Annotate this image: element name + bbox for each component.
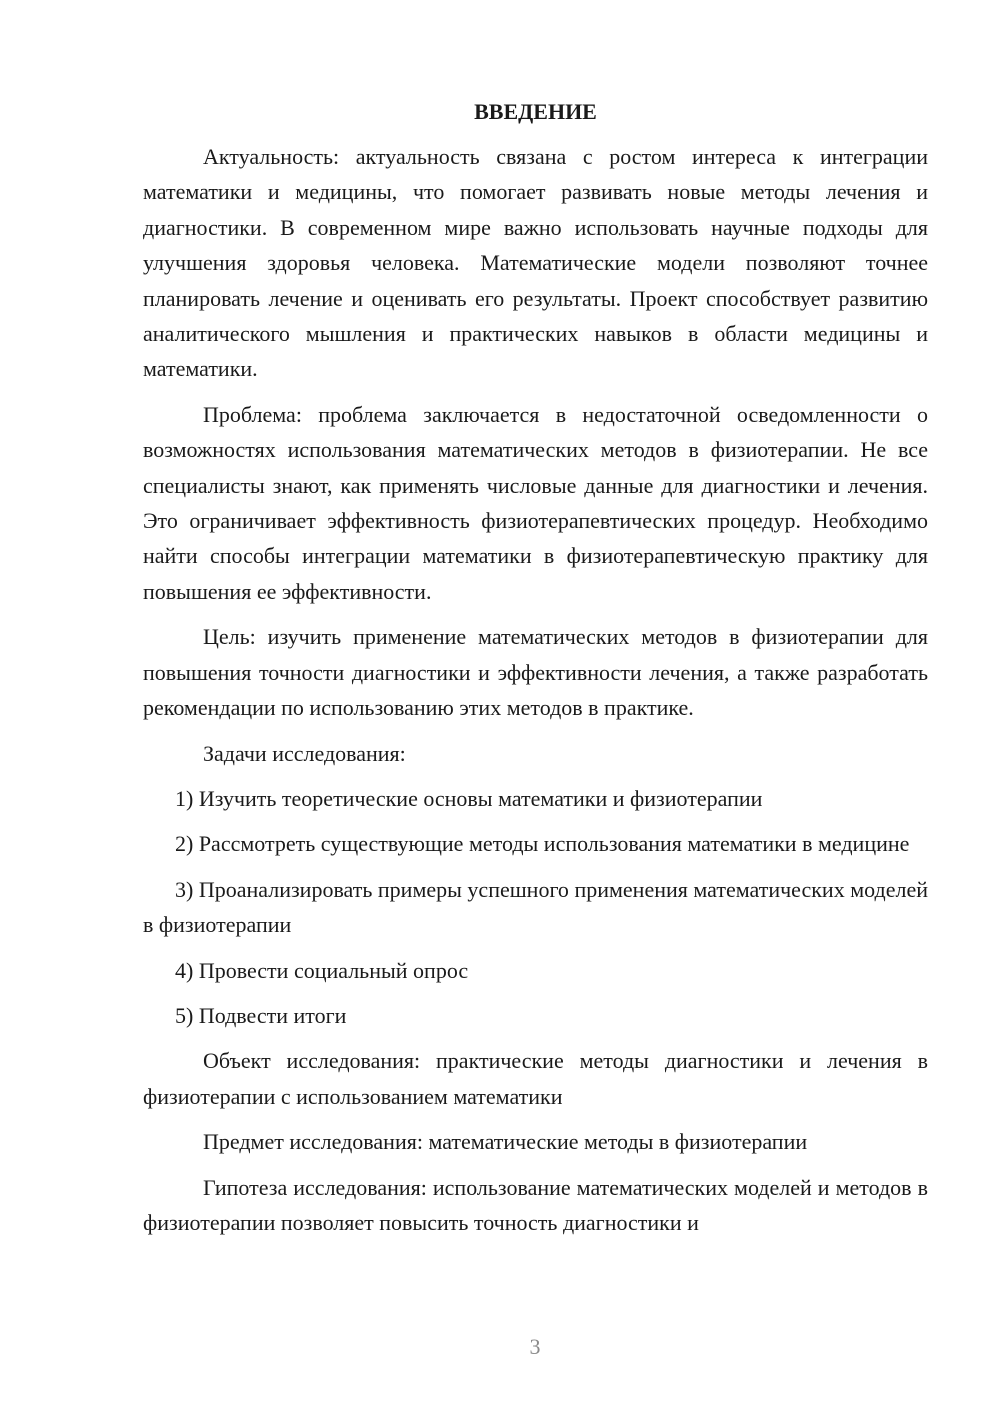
task-item-5: 5) Подвести итоги (175, 1002, 347, 1028)
paragraph-problem: Проблема: проблема заключается в недостаточной осведомленности о возможностях использования математических методов в физиотерапии. Не все специалисты знают, как применять числовые данные для диагностики и лечения. Это ограничивает эффективность физиотерапевтических процедур. Необходимо найти способы интеграции математики в физиотерапевтическую практику для повышения ее эффективности. (143, 401, 928, 604)
paragraph-subject: Предмет исследования: математические методы в физиотерапии (203, 1129, 808, 1155)
paragraph-relevance: Актуальность: актуальность связана с ростом интереса к интеграции математики и медицины, что помогает развивать новые методы лечения и диагностики. В современном мире важно использовать научные подходы для улучшения здоровья человека. Математические модели позволяют точнее планировать лечение и оценивать его результаты. Проект способствует развитию аналитического мышления и практических навыков в области медицины и математики. (143, 144, 928, 382)
task-item-2: 2) Рассмотреть существующие методы использования математики в медицине (175, 831, 910, 857)
task-item-3: 3) Проанализировать примеры успешного применения математических моделей в физиотерапии (143, 876, 928, 938)
paragraph-goal: Цель: изучить применение математических методов в физиотерапии для повышения точности диагностики и эффективности лечения, а также разработать рекомендации по использованию этих методов в практике. (143, 624, 928, 721)
paragraph-object: Объект исследования: практические методы диагностики и лечения в физиотерапии с использованием математики (143, 1048, 928, 1109)
page-content (143, 94, 928, 1250)
task-item-1: 1) Изучить теоретические основы математики и физиотерапии (175, 785, 763, 811)
paragraph-tasks-heading: Задачи исследования: (203, 740, 406, 766)
paragraph-hypothesis: Гипотеза исследования: использование математических моделей и методов в физиотерапии позволяет повысить точность диагностики и (143, 1174, 928, 1235)
section-heading: ВВЕДЕНИЕ (474, 99, 597, 124)
page-number: 3 (529, 1334, 541, 1359)
task-item-4: 4) Провести социальный опрос (175, 957, 469, 983)
